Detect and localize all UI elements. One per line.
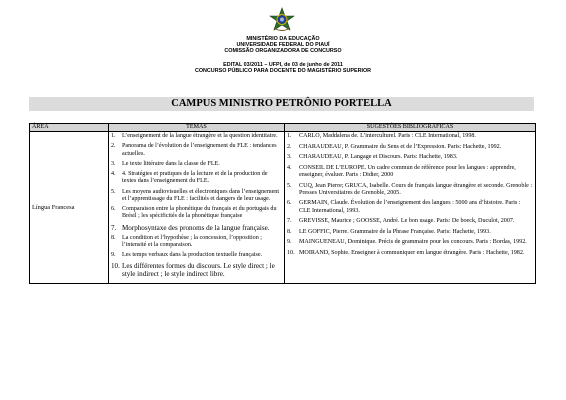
reference-item-number: 1. (287, 133, 292, 139)
tema-item-number: 3. (111, 160, 116, 167)
reference-item-number: 6. (287, 200, 292, 207)
tema-item-text: Les temps verbaux dans la production textuelle française. (122, 252, 263, 259)
sugestoes-list (287, 133, 533, 257)
tema-item (111, 143, 282, 157)
header-area: ÁREA (30, 124, 109, 132)
reference-item-number: 10. (287, 249, 295, 256)
tema-item (111, 262, 282, 278)
tema-item-text: L’enseignement de la langue étrangère et la question identitaire. (122, 133, 278, 139)
reference-item (287, 183, 533, 197)
tema-item (111, 161, 282, 168)
area-cell: Língua Francesa (30, 132, 109, 284)
reference-item-text: CHARAUDEAU, P. Grammaire du Sens et de l’Expression. Paris: Hachette, 1992. (299, 143, 502, 150)
reference-item-number: 9. (287, 239, 292, 246)
reference-item (287, 218, 533, 225)
sugestoes-cell (285, 132, 536, 284)
reference-item (287, 250, 533, 257)
reference-item-number: 8. (287, 228, 292, 235)
temas-cell (109, 132, 285, 284)
tema-item-number: 2. (111, 143, 116, 150)
reference-item-number: 2. (287, 143, 292, 150)
tema-item-text: Les différentes formes du discours. Le style direct ; le style indirect ; le style indirect libre. (122, 262, 275, 279)
tema-item-number: 4. (111, 171, 116, 178)
tema-item-number: 7. (111, 223, 117, 232)
reference-item (287, 200, 533, 214)
tema-item (111, 206, 282, 220)
tema-item-text: La condition et l’hypothèse ; la concession, l’opposition ; l’intensité et la comparaison. (122, 234, 262, 248)
table-header-row (30, 124, 536, 132)
university-line: UNIVERSIDADE FEDERAL DO PIAUÍ (236, 42, 330, 48)
reference-item-text: LE GOFFIC, Pierre. Grammaire de la Phrase Française. Paris: Hachette, 1993. (299, 228, 491, 235)
tema-item (111, 224, 282, 232)
tema-item-number: 8. (111, 234, 116, 241)
reference-item-text: CONSEIL DE L’EUROPE. Un cadre commun de référence pour les langues : apprendre, enseigner, évaluer. Paris : Didier, 2000 (299, 164, 516, 178)
reference-item-text: MOIRAND, Sophie. Enseigner à communiquer em langue étrangère. Paris : Hachette, 1982. (299, 249, 525, 256)
tema-item-text: Comparaison entre la phonétique du français et du portugais du Brésil ; les spécificités de la phonétique française (122, 206, 277, 220)
reference-item-text: CARLO, Maddalena de. L’interculturel. Paris : CLE International, 1998. (299, 133, 476, 139)
concurso-line: CONCURSO PÚBLICO PARA DOCENTE DO MAGISTÉRIO SUPERIOR (194, 68, 372, 74)
tema-item (111, 171, 282, 185)
tema-item-number: 1. (111, 133, 116, 139)
temas-list (111, 133, 282, 278)
campus-title: CAMPUS MINISTRO PETRÔNIO PORTELLA (29, 97, 534, 111)
reference-item (287, 133, 533, 140)
reference-item (287, 229, 533, 236)
reference-item-text: GREVISSE, Maurice ; GOOSSE, André. Le bon usage. Paris: De boeck, Duculot, 2007. (299, 218, 515, 225)
reference-item-number: 7. (287, 218, 292, 225)
tema-item-number: 5. (111, 188, 116, 195)
edital-line: EDITAL 03/2011 – UFPI, de 03 de junho de 2011 (223, 62, 343, 68)
tema-item-number: 6. (111, 206, 116, 213)
topics-table (29, 123, 536, 284)
reference-item (287, 239, 533, 246)
reference-item-number: 5. (287, 182, 292, 189)
tema-item-number: 10. (111, 262, 120, 271)
tema-item-text: Le texte littéraire dans la classe de FLE. (122, 160, 220, 167)
tema-item-text: Les moyens audiovisuelles et électroniques dans l’enseignement et l’apprentissage du FLE : facilités et dangers de leur usage. (122, 188, 280, 202)
header-temas: TEMAS (109, 124, 285, 132)
reference-item-number: 4. (287, 164, 292, 171)
reference-item (287, 165, 533, 179)
tema-item (111, 189, 282, 203)
reference-item-number: 3. (287, 154, 292, 161)
tema-item (111, 235, 282, 249)
reference-item (287, 144, 533, 151)
table-row (30, 132, 536, 284)
reference-item-text: CHARAUDEAU, P. Langage et Discours. Paris: Hachette, 1983. (299, 154, 458, 161)
tema-item-number: 9. (111, 252, 116, 259)
reference-item (287, 154, 533, 161)
tema-item-text: 4. Stratégies et pratiques de la lecture et de la production de textes dans l’enseignement du FLE. (122, 171, 268, 185)
tema-item (111, 252, 282, 259)
tema-item-text: Panorama de l’évolution de l’enseignement du FLE : tendances actuelles. (122, 143, 277, 157)
reference-item-text: MAINGUENEAU, Dominique. Précis de grammaire pour les concours. Paris : Bordas, 1992. (299, 239, 527, 246)
tema-item-text: Morphosyntaxe des pronoms de la langue française. (122, 223, 270, 232)
brazil-coat-of-arms-icon (269, 7, 295, 33)
reference-item-text: GERMAIN, Claude. Évolution de l’enseignement des langues : 5000 ans d’histoire. Paris : CLE International, 1993. (299, 200, 521, 214)
header-sugestoes: SUGESTÕES BIBLIOGRAFICAS (285, 124, 536, 132)
reference-item-text: CUQ, Jean Pierre; GRUCA, Isabelle. Cours de français langue étrangère et seconde. Grenoble : Presses Universitaires de Grenoble, 2005. (299, 182, 533, 196)
commission-line: COMISSÃO ORGANIZADORA DE CONCURSO (224, 48, 342, 54)
tema-item (111, 133, 282, 140)
ministry-line: MINISTÉRIO DA EDUCAÇÃO (246, 36, 320, 42)
